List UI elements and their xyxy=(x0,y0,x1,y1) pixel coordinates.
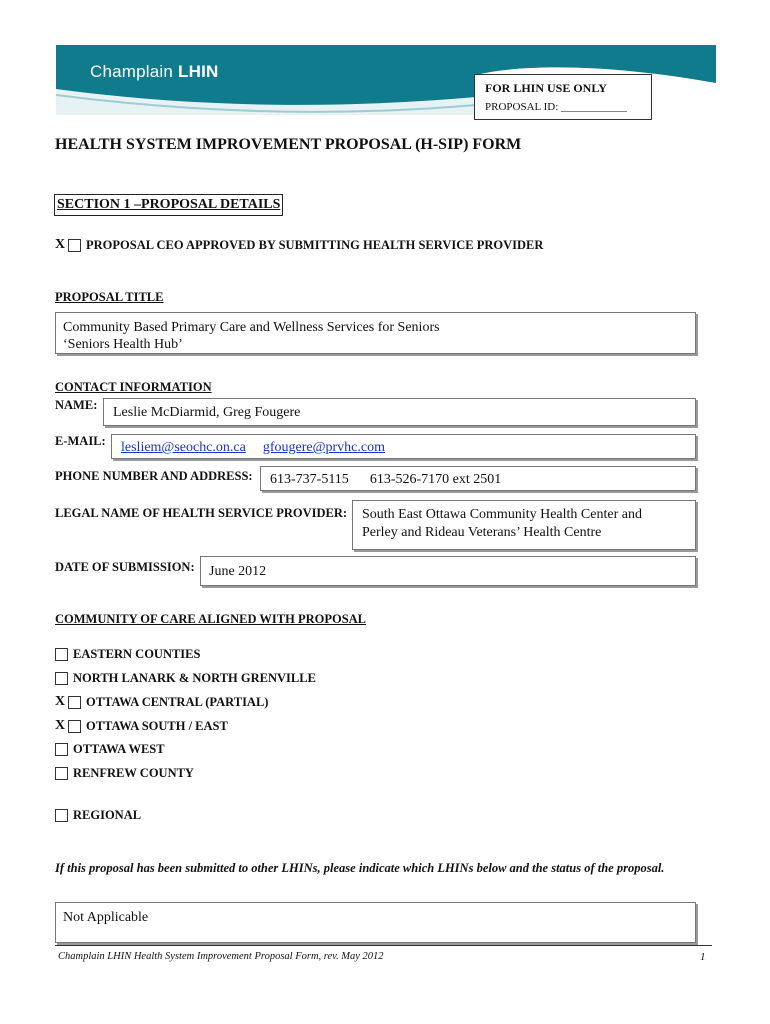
section1-heading: SECTION 1 –PROPOSAL DETAILS xyxy=(54,194,283,216)
ceo-approved-checkbox[interactable] xyxy=(68,239,81,252)
lhin-use-only-label: FOR LHIN USE ONLY xyxy=(485,81,607,95)
date-submission-label: DATE OF SUBMISSION: xyxy=(55,560,195,574)
form-title: HEALTH SYSTEM IMPROVEMENT PROPOSAL (H-SIP) FORM xyxy=(55,136,522,153)
email-link-2[interactable]: gfougere@prvhc.com xyxy=(262,440,385,455)
name-field[interactable]: Leslie McDiarmid, Greg Fougere xyxy=(103,398,696,426)
ceo-approved-mark: X xyxy=(55,237,66,252)
community-checkbox-regional[interactable] xyxy=(55,809,68,822)
lhin-use-only-box xyxy=(474,74,652,120)
ceo-approved-row xyxy=(55,237,543,253)
legal-name-label: LEGAL NAME OF HEALTH SERVICE PROVIDER: xyxy=(55,506,348,520)
footer-divider xyxy=(55,945,712,946)
community-row-ottawa-central xyxy=(55,694,268,710)
proposal-id-label: PROPOSAL ID: ____________ xyxy=(485,101,627,113)
email-field[interactable] xyxy=(111,434,696,459)
email-label: E-MAIL: xyxy=(55,434,106,448)
community-row-eastern xyxy=(55,647,200,662)
legal-name-line2: Perley and Rideau Veterans’ Health Centre xyxy=(362,525,602,540)
other-lhins-question: If this proposal has been submitted to other LHINs, please indicate which LHINs below and the status of the proposal. xyxy=(55,861,665,875)
other-lhins-field[interactable]: Not Applicable xyxy=(55,902,696,943)
community-heading: COMMUNITY OF CARE ALIGNED WITH PROPOSAL xyxy=(55,612,367,626)
community-mark-3: X xyxy=(55,718,66,733)
logo-lhin: LHIN xyxy=(178,62,219,81)
community-label-4: OTTAWA WEST xyxy=(73,742,165,756)
community-label-regional: REGIONAL xyxy=(73,808,142,822)
phone-number-1: 613-737-5115 xyxy=(270,472,349,487)
community-checkbox-0[interactable] xyxy=(55,648,68,661)
champlain-lhin-logo xyxy=(90,62,218,82)
community-checkbox-1[interactable] xyxy=(55,672,68,685)
community-mark-2: X xyxy=(55,694,66,709)
phone-number-2: 613-526-7170 ext 2501 xyxy=(369,472,502,487)
footer-text: Champlain LHIN Health System Improvement Proposal Form, rev. May 2012 xyxy=(58,951,384,962)
community-row-north-lanark xyxy=(55,671,316,686)
name-label: NAME: xyxy=(55,398,98,412)
community-label-2: OTTAWA CENTRAL (PARTIAL) xyxy=(86,694,269,709)
legal-name-line1: South East Ottawa Community Health Center and xyxy=(362,507,642,522)
proposal-title-field[interactable] xyxy=(55,312,696,354)
proposal-title-label: PROPOSAL TITLE xyxy=(55,290,164,304)
legal-name-field[interactable] xyxy=(352,500,696,550)
community-checkbox-5[interactable] xyxy=(55,767,68,780)
community-checkbox-2[interactable] xyxy=(68,696,81,709)
community-label-3: OTTAWA SOUTH / EAST xyxy=(86,718,228,733)
community-label-5: RENFREW COUNTY xyxy=(73,766,194,780)
contact-info-heading: CONTACT INFORMATION xyxy=(55,380,212,394)
community-row-ottawa-west xyxy=(55,742,165,757)
date-submission-field[interactable]: June 2012 xyxy=(200,556,696,586)
community-row-ottawa-south-east xyxy=(55,718,228,734)
community-checkbox-4[interactable] xyxy=(55,743,68,756)
community-checkbox-3[interactable] xyxy=(68,720,81,733)
community-row-renfrew xyxy=(55,766,194,781)
community-label-0: EASTERN COUNTIES xyxy=(73,647,201,661)
ceo-approved-label: PROPOSAL CEO APPROVED BY SUBMITTING HEALTH SERVICE PROVIDER xyxy=(86,237,544,252)
logo-brand: Champlain xyxy=(90,62,174,81)
community-row-regional xyxy=(55,808,141,823)
proposal-title-line2: ‘Seniors Health Hub’ xyxy=(63,337,183,352)
community-label-1: NORTH LANARK & NORTH GRENVILLE xyxy=(73,671,316,685)
proposal-title-line1: Community Based Primary Care and Wellness Services for Seniors xyxy=(63,320,440,335)
page-number: 1 xyxy=(700,951,706,963)
phone-address-label: PHONE NUMBER AND ADDRESS: xyxy=(55,469,253,483)
phone-field[interactable] xyxy=(260,466,696,491)
email-link-1[interactable]: lesliem@seochc.on.ca xyxy=(121,440,246,455)
